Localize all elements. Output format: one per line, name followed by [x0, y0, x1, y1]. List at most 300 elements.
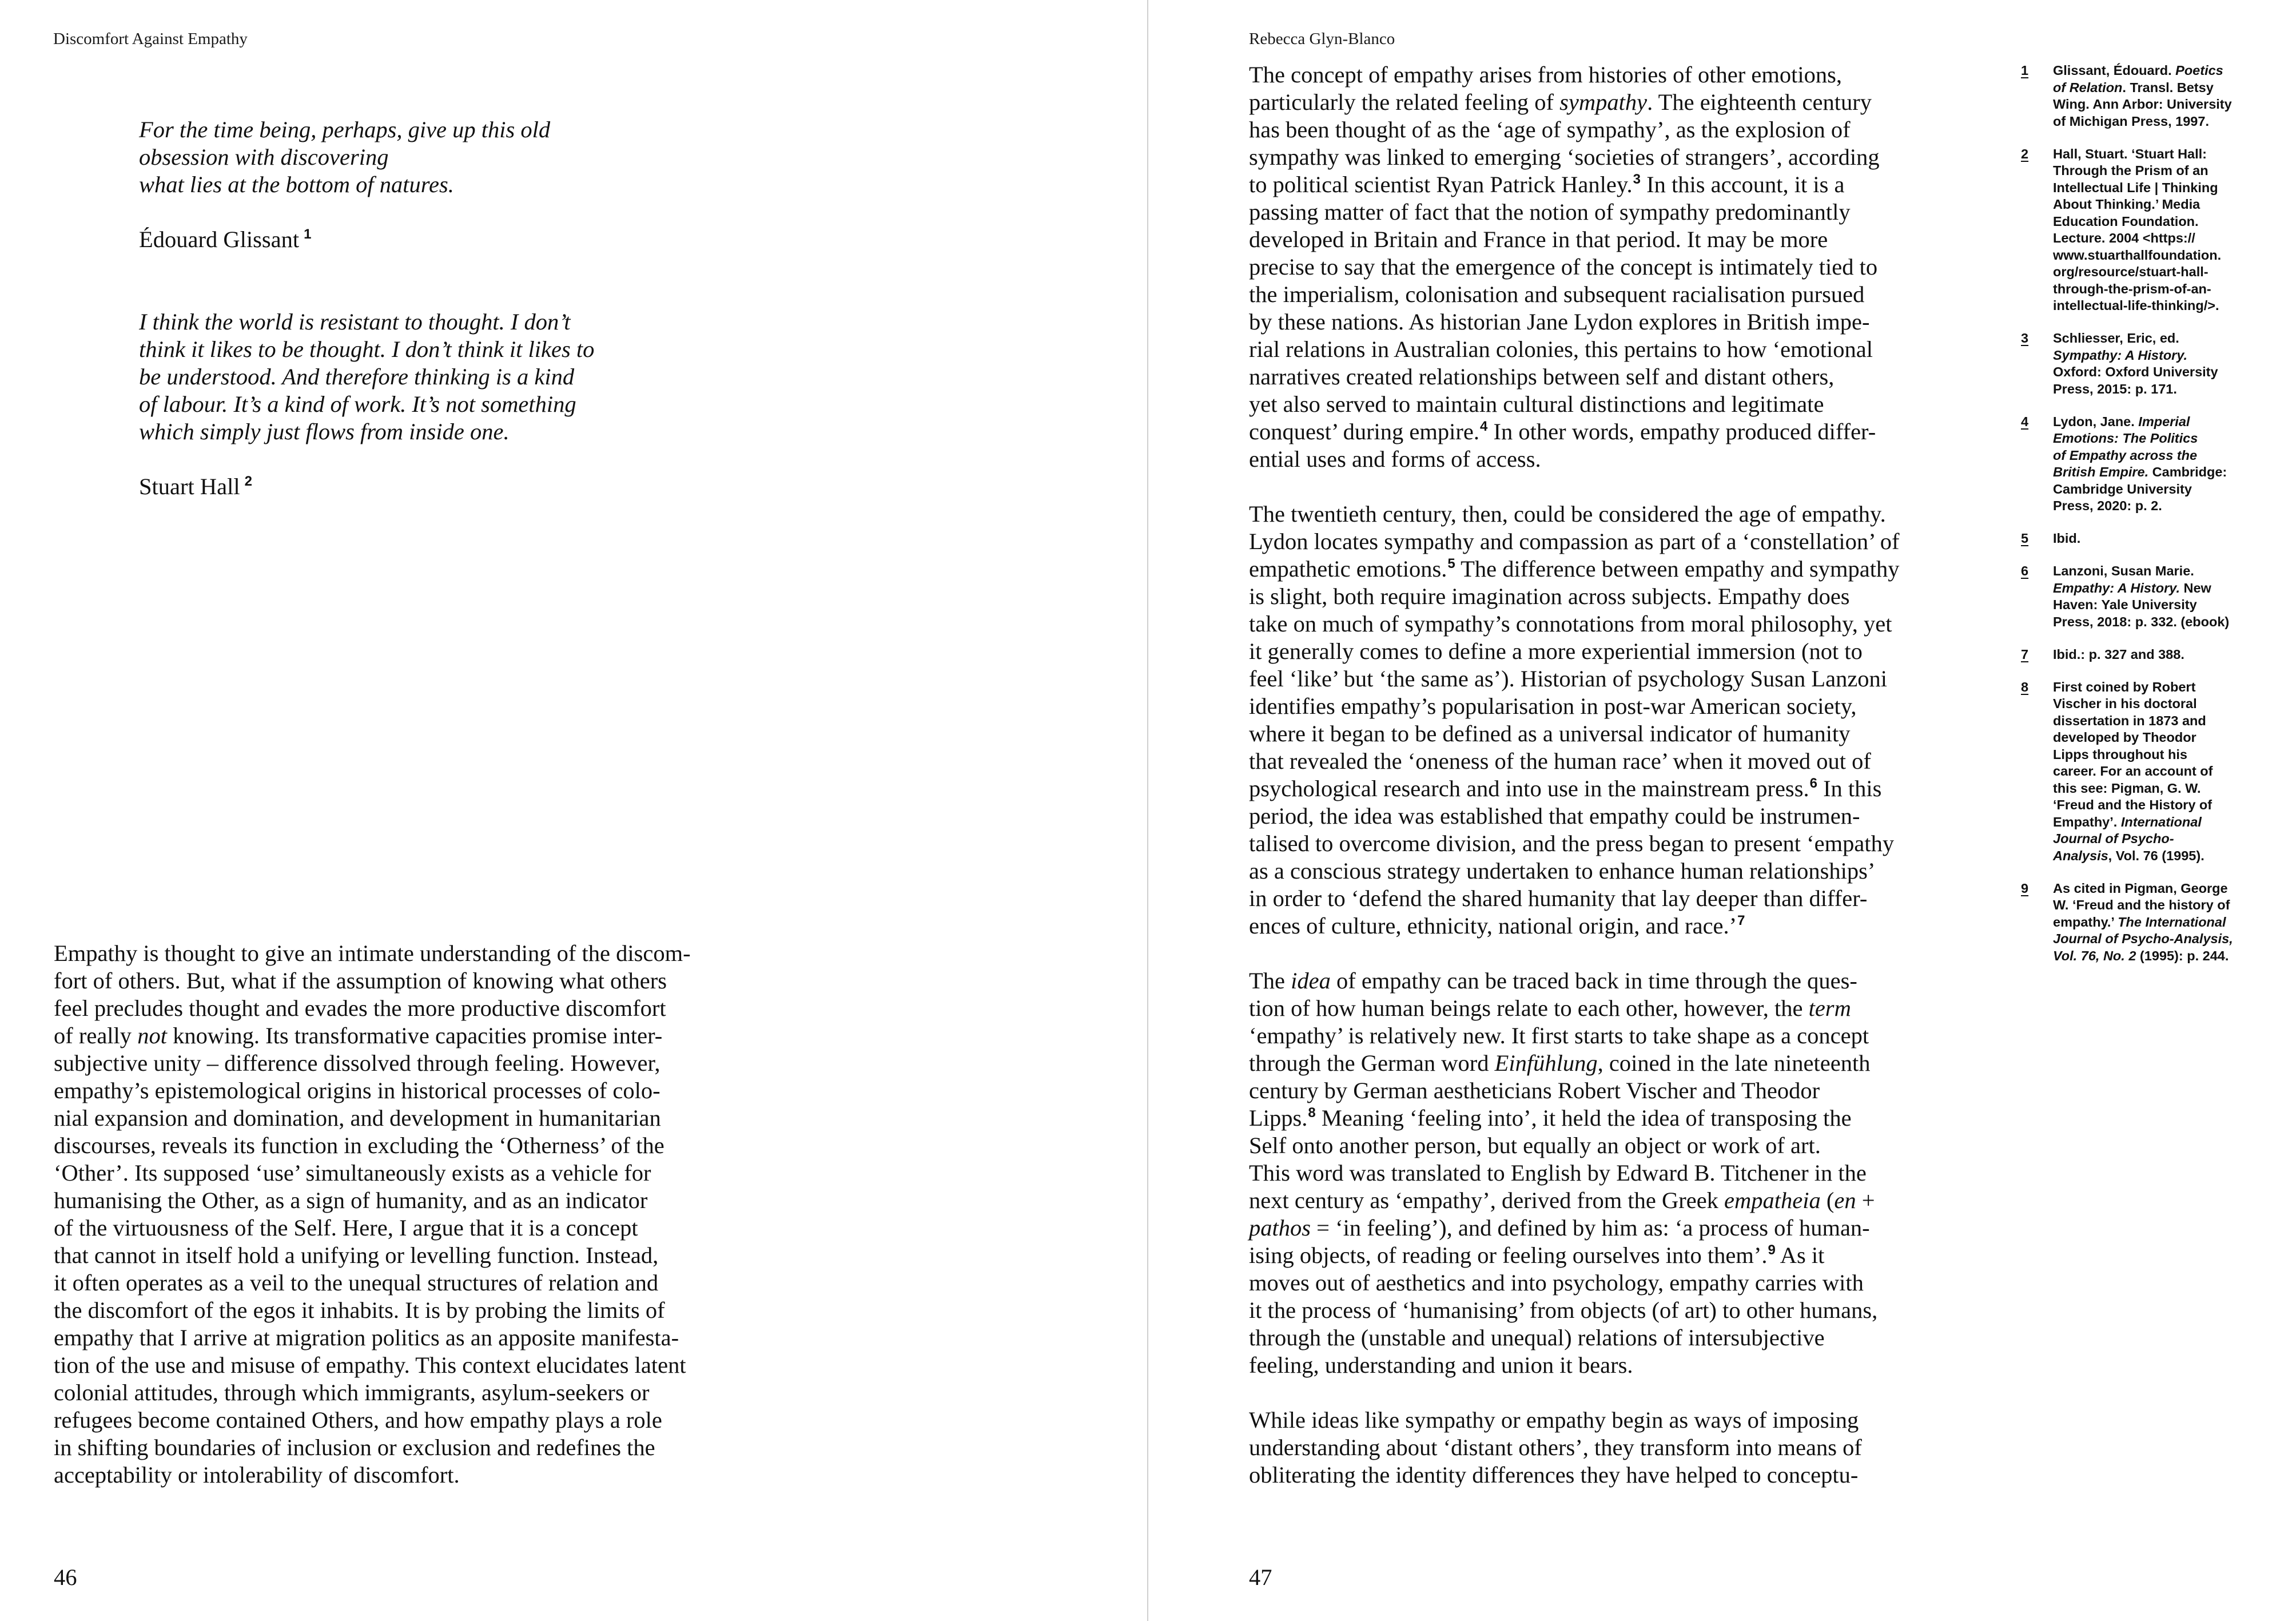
italic-text: en — [1834, 1187, 1856, 1213]
text-line — [54, 1297, 691, 1324]
text-run: think it likes to be thought. I don’t think it likes to — [139, 336, 595, 362]
text-line — [1249, 1077, 1899, 1104]
text-run: understanding about ‘distant others’, they transform into means of — [1249, 1435, 1862, 1460]
text-run: empathy’s epistemological origins in historical processes of colo- — [54, 1078, 660, 1103]
text-run: fort of others. But, what if the assumption of knowing what others — [54, 968, 667, 994]
text-line — [1249, 89, 1899, 116]
footnote-line — [2053, 281, 2221, 298]
text-line — [1249, 638, 1899, 665]
footnote-line — [2053, 96, 2232, 113]
text-line — [1249, 198, 1899, 226]
epigraph-line — [139, 171, 550, 198]
intro-paragraph — [54, 940, 691, 1489]
text-run: what lies at the bottom of natures. — [139, 172, 454, 197]
text-run: About Thinking.’ Media — [2053, 197, 2201, 212]
text-run: New — [2179, 580, 2211, 595]
text-line — [54, 1434, 691, 1461]
text-run: Lipps. — [1249, 1105, 1308, 1131]
text-run: to political scientist Ryan Patrick Hanley. — [1249, 172, 1633, 197]
text-run: For the time being, perhaps, give up this old — [139, 117, 551, 142]
text-run: identifies empathy’s popularisation in post-war American society, — [1249, 693, 1857, 719]
epigraph-line — [139, 363, 594, 391]
footnote-text — [2053, 563, 2229, 630]
text-run: (1995): p. 244. — [2136, 948, 2229, 963]
footnote-number: 8 — [2021, 679, 2029, 694]
text-run: feel precludes thought and evades the more productive discomfort — [54, 995, 666, 1021]
footnote-line — [2053, 180, 2221, 197]
text-line — [1249, 1214, 1899, 1242]
footnote — [2021, 146, 2233, 315]
text-line — [1249, 528, 1899, 555]
text-run: Lanzoni, Susan Marie. — [2053, 563, 2194, 578]
text-run: rial relations in Australian colonies, this pertains to how ‘emotional — [1249, 336, 1873, 362]
text-run: empathetic emotions. — [1249, 556, 1447, 582]
text-line — [1249, 61, 1899, 89]
text-run: period, the idea was established that empathy could be instrumen- — [1249, 803, 1860, 829]
text-line — [1249, 116, 1899, 144]
text-run: refugees become contained Others, and how empathy plays a role — [54, 1407, 662, 1433]
text-line — [54, 1077, 691, 1104]
text-run: this see: Pigman, G. W. — [2053, 780, 2201, 796]
footnote-line — [2053, 880, 2233, 897]
footnote-reference: 6 — [1809, 776, 1817, 791]
text-line — [1249, 1352, 1899, 1379]
text-line — [1249, 748, 1899, 775]
text-run: , Vol. 76 (1995). — [2108, 848, 2205, 863]
text-run: The twentieth century, then, could be considered the age of empathy. — [1249, 501, 1886, 527]
text-run: developed by Theodor — [2053, 730, 2196, 745]
footnote-reference: 1 — [304, 227, 312, 242]
text-run: empathy.’ — [2053, 914, 2118, 929]
text-line — [54, 1132, 691, 1159]
footnote-line — [2053, 897, 2233, 914]
footnote-line — [2053, 364, 2218, 381]
text-line — [54, 1022, 691, 1050]
text-run: obsession with discovering — [139, 144, 389, 170]
text-line — [54, 1050, 691, 1077]
text-run: + — [1856, 1187, 1875, 1213]
text-run: by these nations. As historian Jane Lydon explores in British impe- — [1249, 309, 1870, 335]
text-run: the discomfort of the egos it inhabits. It is by probing the limits of — [54, 1297, 665, 1323]
footnotes-column — [2021, 62, 2233, 980]
text-run: Meaning ‘feeling into’, it held the idea of transposing the — [1315, 1105, 1852, 1131]
text-run: nial expansion and domination, and development in humanitarian — [54, 1105, 661, 1131]
text-run: Cambridge: — [2148, 464, 2227, 479]
text-run: First coined by Robert — [2053, 679, 2196, 694]
footnote-text — [2053, 414, 2227, 515]
text-run: it the process of ‘humanising’ from objects (of art) to other humans, — [1249, 1297, 1878, 1323]
text-run: psychological research and into use in the mainstream press. — [1249, 776, 1809, 801]
footnote-text — [2053, 679, 2213, 865]
footnote-number: 9 — [2021, 880, 2029, 896]
footnote-line — [2053, 713, 2213, 730]
text-run: ential uses and forms of access. — [1249, 446, 1541, 472]
footnote-line — [2053, 196, 2221, 213]
footnote-line — [2053, 563, 2229, 580]
footnote-line — [2053, 780, 2213, 797]
footnote — [2021, 62, 2233, 130]
italic-text: pathos — [1249, 1215, 1311, 1241]
footnote — [2021, 414, 2233, 515]
epigraph-line — [139, 336, 594, 363]
text-run: take on much of sympathy’s connotations from moral philosophy, yet — [1249, 611, 1892, 637]
footnote-line — [2053, 80, 2232, 97]
text-run: Glissant, Édouard. — [2053, 63, 2176, 78]
text-line — [54, 1379, 691, 1407]
text-line — [1249, 1269, 1899, 1297]
text-run: of empathy can be traced back in time through the ques- — [1330, 968, 1857, 994]
text-run: it generally comes to define a more experiential immersion (not to — [1249, 638, 1863, 664]
text-run: intellectual-life-thinking/>. — [2053, 298, 2219, 313]
text-run: W. ‘Freud and the history of — [2053, 897, 2230, 912]
text-line — [1249, 363, 1899, 391]
text-run: conquest’ during empire. — [1249, 419, 1480, 444]
text-run: www.stuarthallfoundation. — [2053, 247, 2222, 263]
italic-text: Journal of Psycho-Analysis, — [2053, 931, 2233, 946]
italic-text: not — [137, 1023, 167, 1048]
footnote-reference: 7 — [1737, 913, 1745, 928]
body-paragraph — [1249, 61, 1899, 473]
text-run: Press, 2018: p. 332. (ebook) — [2053, 614, 2230, 629]
text-line — [54, 1461, 691, 1489]
italic-text: The International — [2118, 914, 2226, 929]
text-run: yet also served to maintain cultural distinctions and legitimate — [1249, 391, 1824, 417]
text-line — [54, 967, 691, 995]
text-run: Press, 2015: p. 171. — [2053, 381, 2177, 396]
text-line — [1249, 1050, 1899, 1077]
footnote — [2021, 880, 2233, 965]
italic-text: Poetics — [2175, 63, 2223, 78]
text-run: Ibid. — [2053, 531, 2081, 546]
text-run: Schliesser, Eric, ed. — [2053, 331, 2179, 345]
epigraph-line — [139, 418, 594, 446]
text-run: ising objects, of reading or feeling ourselves into them’. — [1249, 1242, 1768, 1268]
text-run: dissertation in 1873 and — [2053, 713, 2206, 728]
italic-text: Einfühlung — [1494, 1050, 1598, 1076]
footnote — [2021, 530, 2233, 547]
page-number-left: 46 — [54, 1564, 77, 1590]
footnote-line — [2053, 814, 2213, 831]
footnote-text — [2053, 146, 2221, 315]
text-line — [1249, 1022, 1899, 1050]
text-run: As cited in Pigman, George — [2053, 880, 2228, 896]
footnote-line — [2053, 162, 2221, 180]
body-paragraph — [1249, 500, 1899, 940]
text-run: Education Foundation. — [2053, 213, 2199, 229]
text-run: through the German word — [1249, 1050, 1495, 1076]
text-line — [54, 1242, 691, 1269]
text-line — [54, 1352, 691, 1379]
text-run: talised to overcome division, and the press began to present ‘empathy — [1249, 831, 1895, 856]
text-line — [54, 995, 691, 1022]
epigraph-line — [139, 308, 594, 336]
text-run: tion of how human beings relate to each other, however, the — [1249, 995, 1809, 1021]
footnote-reference: 9 — [1768, 1242, 1776, 1258]
footnote-line — [2053, 247, 2221, 264]
text-run: Wing. Ann Arbor: University — [2053, 97, 2232, 112]
text-run: in shifting boundaries of inclusion or exclusion and redefines the — [54, 1435, 655, 1460]
italic-text: British Empire. — [2053, 464, 2149, 479]
text-line — [1249, 665, 1899, 693]
attribution-name: Stuart Hall — [139, 474, 240, 499]
footnote-line — [2053, 498, 2227, 515]
text-run: knowing. Its transformative capacities promise inter- — [166, 1023, 663, 1048]
text-run: through-the-prism-of-an- — [2053, 281, 2211, 296]
text-run: Through the Prism of an — [2053, 163, 2209, 178]
text-line — [1249, 1297, 1899, 1324]
text-line — [1249, 308, 1899, 336]
text-run: of the virtuousness of the Self. Here, I argue that it is a concept — [54, 1215, 638, 1241]
footnote-line — [2053, 646, 2184, 664]
text-line — [1249, 720, 1899, 748]
text-run: sympathy was linked to emerging ‘societies of strangers’, according — [1249, 144, 1880, 170]
footnote-text — [2053, 330, 2218, 398]
text-run: has been thought of as the ‘age of sympathy’, as the explosion of — [1249, 117, 1851, 142]
text-run: Empathy is thought to give an intimate understanding of the discom- — [54, 940, 691, 966]
footnote-line — [2053, 113, 2232, 130]
text-line — [1249, 830, 1899, 857]
text-run: through the (unstable and unequal) relations of intersubjective — [1249, 1325, 1825, 1350]
text-line — [1249, 1434, 1899, 1461]
text-run: subjective unity – difference dissolved through feeling. However, — [54, 1050, 660, 1076]
text-run: . The eighteenth century — [1647, 89, 1872, 115]
text-line — [54, 1159, 691, 1187]
text-run: feel ‘like’ but ‘the same as’). Historian of psychology Susan Lanzoni — [1249, 666, 1888, 692]
text-run: developed in Britain and France in that period. It may be more — [1249, 227, 1828, 252]
footnote-text — [2053, 62, 2232, 130]
text-run: empathy that I arrive at migration politics as an apposite manifesta- — [54, 1325, 679, 1350]
text-run: Ibid.: p. 327 and 388. — [2053, 646, 2184, 662]
epigraph-line — [139, 391, 594, 418]
footnote-line — [2053, 62, 2232, 80]
text-run: Lydon locates sympathy and compassion as part of a ‘constellation’ of — [1249, 529, 1900, 554]
text-line — [1249, 693, 1899, 720]
text-line — [1249, 446, 1899, 473]
text-run: that cannot in itself hold a unifying or levelling function. Instead, — [54, 1242, 659, 1268]
text-run: While ideas like sympathy or empathy begin as ways of imposing — [1249, 1407, 1859, 1433]
text-run: of labour. It’s a kind of work. It’s not something — [139, 391, 576, 417]
text-line — [54, 1187, 691, 1214]
text-line — [54, 1407, 691, 1434]
text-line — [1249, 1104, 1899, 1132]
text-line — [1249, 1242, 1899, 1269]
footnote-line — [2053, 729, 2213, 746]
running-head-title: Discomfort Against Empathy — [53, 30, 248, 48]
epigraph-attribution-hall — [139, 473, 252, 500]
text-line — [1249, 995, 1899, 1022]
text-run: of Michigan Press, 1997. — [2053, 113, 2209, 129]
text-run: career. For an account of — [2053, 764, 2213, 778]
epigraph-line — [139, 116, 550, 144]
text-run: narratives created relationships between self and distant others, — [1249, 364, 1835, 390]
text-line — [1249, 610, 1899, 638]
footnote-number: 6 — [2021, 563, 2029, 578]
footnote-line — [2053, 230, 2221, 247]
italic-text: idea — [1291, 968, 1331, 994]
text-run: Intellectual Life | Thinking — [2053, 180, 2218, 195]
text-line — [1249, 775, 1899, 802]
footnote — [2021, 330, 2233, 398]
text-line — [1249, 802, 1899, 830]
text-run: precise to say that the emergence of the concept is intimately tied to — [1249, 254, 1878, 280]
text-run: As it — [1775, 1242, 1825, 1268]
footnote-line — [2053, 530, 2080, 547]
page-number-right: 47 — [1249, 1564, 1272, 1590]
italic-text: Vol. 76, No. 2 — [2053, 948, 2136, 963]
text-run: Cambridge University — [2053, 481, 2192, 496]
footnote — [2021, 679, 2233, 865]
text-run: I think the world is resistant to thought. I don’t — [139, 309, 571, 335]
text-run: is slight, both require imagination across subjects. Empathy does — [1249, 583, 1850, 609]
footnote-line — [2053, 481, 2227, 498]
italic-text: Empathy: A History. — [2053, 580, 2180, 595]
footnote-line — [2053, 797, 2213, 814]
text-run: as a conscious strategy undertaken to enhance human relationships’ — [1249, 858, 1876, 884]
epigraph-quote-hall — [139, 308, 594, 446]
footnote-number: 1 — [2021, 63, 2029, 78]
footnote-text — [2053, 880, 2233, 965]
footnote-line — [2053, 848, 2213, 865]
italic-text: Journal of Psycho- — [2053, 831, 2174, 846]
text-line — [1249, 1187, 1899, 1214]
text-run: century by German aestheticians Robert Vischer and Theodor — [1249, 1078, 1820, 1103]
text-line — [54, 940, 691, 967]
text-run: = ‘in feeling’), and defined by him as: ‘a process of human- — [1311, 1215, 1870, 1241]
footnote-number: 3 — [2021, 331, 2029, 345]
footnote-text — [2053, 646, 2184, 664]
text-line — [1249, 885, 1899, 912]
epigraph-attribution-glissant — [139, 226, 311, 253]
footnote-line — [2053, 414, 2227, 431]
footnote-line — [2053, 763, 2213, 780]
footnote-number: 5 — [2021, 531, 2029, 546]
running-head-author: Rebecca Glyn-Blanco — [1249, 30, 1395, 48]
text-line — [1249, 1461, 1899, 1489]
gutter-divider — [1147, 0, 1148, 1621]
text-run: acceptability or intolerability of discomfort. — [54, 1462, 460, 1488]
footnote — [2021, 563, 2233, 630]
footnote-line — [2053, 597, 2229, 614]
text-run: Oxford: Oxford University — [2053, 364, 2218, 379]
text-run: ( — [1820, 1187, 1835, 1213]
text-line — [1249, 144, 1899, 171]
footnote-reference: 5 — [1447, 556, 1455, 571]
text-run: colonial attitudes, through which immigrants, asylum-seekers or — [54, 1380, 650, 1405]
footnote-line — [2053, 213, 2221, 231]
text-line — [54, 1269, 691, 1297]
text-run: passing matter of fact that the notion of sympathy predominantly — [1249, 199, 1851, 225]
text-line — [1249, 226, 1899, 253]
text-run: In this — [1817, 776, 1882, 801]
italic-text: sympathy — [1559, 89, 1648, 115]
body-paragraph — [1249, 967, 1899, 1379]
text-line — [1249, 912, 1899, 940]
text-run: the imperialism, colonisation and subsequent racialisation pursued — [1249, 281, 1865, 307]
footnote-number: 7 — [2021, 646, 2029, 662]
text-run: The concept of empathy arises from histories of other emotions, — [1249, 62, 1842, 88]
footnote-line — [2053, 614, 2229, 631]
footnote-line — [2053, 914, 2233, 931]
text-run: Lydon, Jane. — [2053, 414, 2139, 429]
footnote-line — [2053, 297, 2221, 315]
italic-text: International — [2120, 814, 2202, 829]
text-line — [1249, 583, 1899, 610]
text-line — [1249, 1132, 1899, 1159]
text-line — [1249, 500, 1899, 528]
text-line — [1249, 391, 1899, 418]
text-run: Empathy’. — [2053, 814, 2121, 829]
epigraph-line — [139, 144, 550, 171]
italic-text: Imperial — [2138, 414, 2190, 429]
footnote-line — [2053, 146, 2221, 163]
footnote-line — [2053, 931, 2233, 948]
footnote-text — [2053, 530, 2080, 547]
text-run: Self onto another person, but equally an object or work of art. — [1249, 1133, 1821, 1158]
text-run: The — [1249, 968, 1291, 994]
text-run: moves out of aesthetics and into psychology, empathy carries with — [1249, 1270, 1864, 1296]
footnote-line — [2053, 447, 2227, 464]
text-run: next century as ‘empathy’, derived from the Greek — [1249, 1187, 1725, 1213]
text-run: , coined in the late nineteenth — [1597, 1050, 1871, 1076]
text-run: The difference between empathy and sympathy — [1455, 556, 1900, 582]
body-paragraph — [1249, 1407, 1899, 1489]
italic-text: of Empathy across the — [2053, 447, 2198, 463]
text-run: be understood. And therefore thinking is a kind — [139, 364, 575, 390]
footnote-line — [2053, 330, 2218, 347]
footnote-line — [2053, 679, 2213, 696]
text-run: Press, 2020: p. 2. — [2053, 498, 2162, 513]
text-run: ‘Other’. Its supposed ‘use’ simultaneously exists as a vehicle for — [54, 1160, 651, 1186]
text-run: org/resource/stuart-hall- — [2053, 264, 2209, 279]
text-run: that revealed the ‘oneness of the human race’ when it moved out of — [1249, 748, 1871, 774]
footnote-line — [2053, 831, 2213, 848]
text-line — [1249, 336, 1899, 363]
text-run: where it began to be defined as a universal indicator of humanity — [1249, 721, 1851, 746]
text-run: . Transl. Betsy — [2122, 80, 2214, 95]
text-run: feeling, understanding and union it bears. — [1249, 1352, 1633, 1378]
footnote-reference: 3 — [1633, 172, 1641, 187]
text-run: it often operates as a veil to the unequal structures of relation and — [54, 1270, 659, 1296]
text-line — [1249, 418, 1899, 446]
italic-text: empatheia — [1724, 1187, 1821, 1213]
footnote-line — [2053, 381, 2218, 398]
text-run: ences of culture, ethnicity, national origin, and race.’ — [1249, 913, 1737, 939]
text-run: in order to ‘defend the shared humanity that lay deeper than differ- — [1249, 885, 1868, 911]
text-run: In this account, it is a — [1640, 172, 1845, 197]
footnote-line — [2053, 746, 2213, 764]
footnote-line — [2053, 696, 2213, 713]
text-run: particularly the related feeling of — [1249, 89, 1560, 115]
text-run: discourses, reveals its function in excluding the ‘Otherness’ of the — [54, 1133, 664, 1158]
footnote-number: 4 — [2021, 414, 2029, 429]
italic-text: term — [1808, 995, 1851, 1021]
footnote-line — [2053, 430, 2227, 447]
attribution-name: Édouard Glissant — [139, 227, 300, 252]
text-run: humanising the Other, as a sign of humanity, and as an indicator — [54, 1187, 648, 1213]
text-line — [1249, 171, 1899, 198]
footnote-reference: 2 — [244, 474, 252, 489]
text-line — [1249, 555, 1899, 583]
footnote-reference: 8 — [1308, 1105, 1316, 1121]
italic-text: Analysis — [2053, 848, 2108, 863]
text-line — [1249, 281, 1899, 308]
text-run: which simply just flows from inside one. — [139, 419, 510, 444]
footnote-number: 2 — [2021, 146, 2029, 161]
text-run: Vischer in his doctoral — [2053, 696, 2197, 711]
text-run: tion of the use and misuse of empathy. This context elucidates latent — [54, 1352, 686, 1378]
text-line — [1249, 857, 1899, 885]
text-line — [54, 1214, 691, 1242]
